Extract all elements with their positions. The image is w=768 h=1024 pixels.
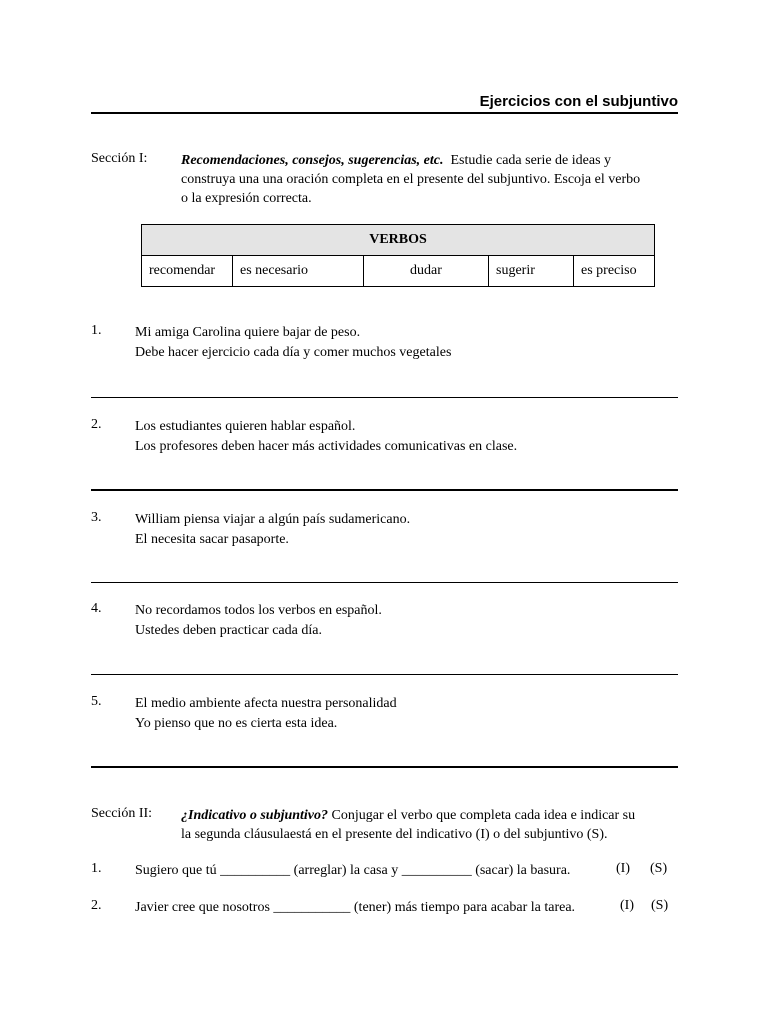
section1-instruction-line2: construya una una oración completa en el presente del subjuntivo. Escoja el verbo: [181, 172, 641, 187]
answer-line[interactable]: [91, 397, 678, 398]
section2-instructions: [181, 806, 681, 844]
answer-line[interactable]: [91, 674, 678, 675]
verbs-table: [141, 224, 655, 287]
page-title: Ejercicios con el subjuntivo: [479, 93, 678, 110]
fill-in-sentence[interactable]: Sugiero que tú __________ (arreglar) la casa y __________ (sacar) la basura.: [135, 863, 571, 878]
option-subjunctive[interactable]: (S): [650, 861, 668, 876]
verb-cell: dudar: [364, 256, 489, 287]
section2-label: Sección II:: [91, 806, 153, 821]
section1-instructions: [181, 151, 681, 208]
list-item: [135, 417, 517, 457]
verbs-table-header: VERBOS: [142, 225, 655, 256]
item-line2: Yo pienso que no es cierta esta idea.: [135, 716, 338, 731]
list-item: [135, 510, 410, 550]
section1-lead: Recomendaciones, consejos, sugerencias, etc.: [181, 153, 444, 168]
answer-line[interactable]: [91, 582, 678, 583]
item-number: 2.: [91, 417, 102, 432]
verb-cell: sugerir: [489, 256, 574, 287]
item-number: 1.: [91, 323, 102, 338]
item-line2: Ustedes deben practicar cada día.: [135, 623, 322, 638]
option-subjunctive[interactable]: (S): [651, 898, 669, 913]
section1-instruction-line1: Estudie cada serie de ideas y: [450, 153, 612, 168]
section2-instruction-line1: Conjugar el verbo que completa cada idea e indicar su: [331, 808, 636, 823]
verb-cell: recomendar: [142, 256, 233, 287]
section2-instruction-line2: la segunda cláusulaestá en el presente del indicativo (I) o del subjuntivo (S).: [181, 827, 608, 842]
item-number: 3.: [91, 510, 102, 525]
section1-instruction-line3: o la expresión correcta.: [181, 191, 312, 206]
option-indicative[interactable]: (I): [620, 898, 634, 913]
item-line2: Debe hacer ejercicio cada día y comer muchos vegetales: [135, 345, 452, 360]
option-indicative[interactable]: (I): [616, 861, 630, 876]
verb-cell: es necesario: [233, 256, 364, 287]
header-rule: [91, 112, 678, 114]
item-line1: William piensa viajar a algún país sudamericano.: [135, 512, 411, 527]
item-line2: El necesita sacar pasaporte.: [135, 532, 289, 547]
section2-lead: ¿Indicativo o subjuntivo?: [181, 808, 329, 823]
item-line1: Los estudiantes quieren hablar español.: [135, 419, 356, 434]
item-line2: Los profesores deben hacer más actividades comunicativas en clase.: [135, 439, 518, 454]
item-number: 4.: [91, 601, 102, 616]
item-line1: El medio ambiente afecta nuestra personalidad: [135, 696, 397, 711]
fill-in-sentence[interactable]: Javier cree que nosotros ___________ (tener) más tiempo para acabar la tarea.: [135, 900, 576, 915]
item-number: 2.: [91, 898, 102, 913]
list-item: [135, 601, 382, 641]
answer-line[interactable]: [91, 489, 678, 491]
item-line1: No recordamos todos los verbos en español.: [135, 603, 382, 618]
answer-line[interactable]: [91, 766, 678, 768]
verb-cell: es preciso: [574, 256, 655, 287]
item-number: 1.: [91, 861, 102, 876]
item-line1: Mi amiga Carolina quiere bajar de peso.: [135, 325, 361, 340]
item-number: 5.: [91, 694, 102, 709]
list-item: [135, 323, 451, 363]
section1-label: Sección I:: [91, 151, 148, 166]
list-item: [135, 694, 397, 734]
